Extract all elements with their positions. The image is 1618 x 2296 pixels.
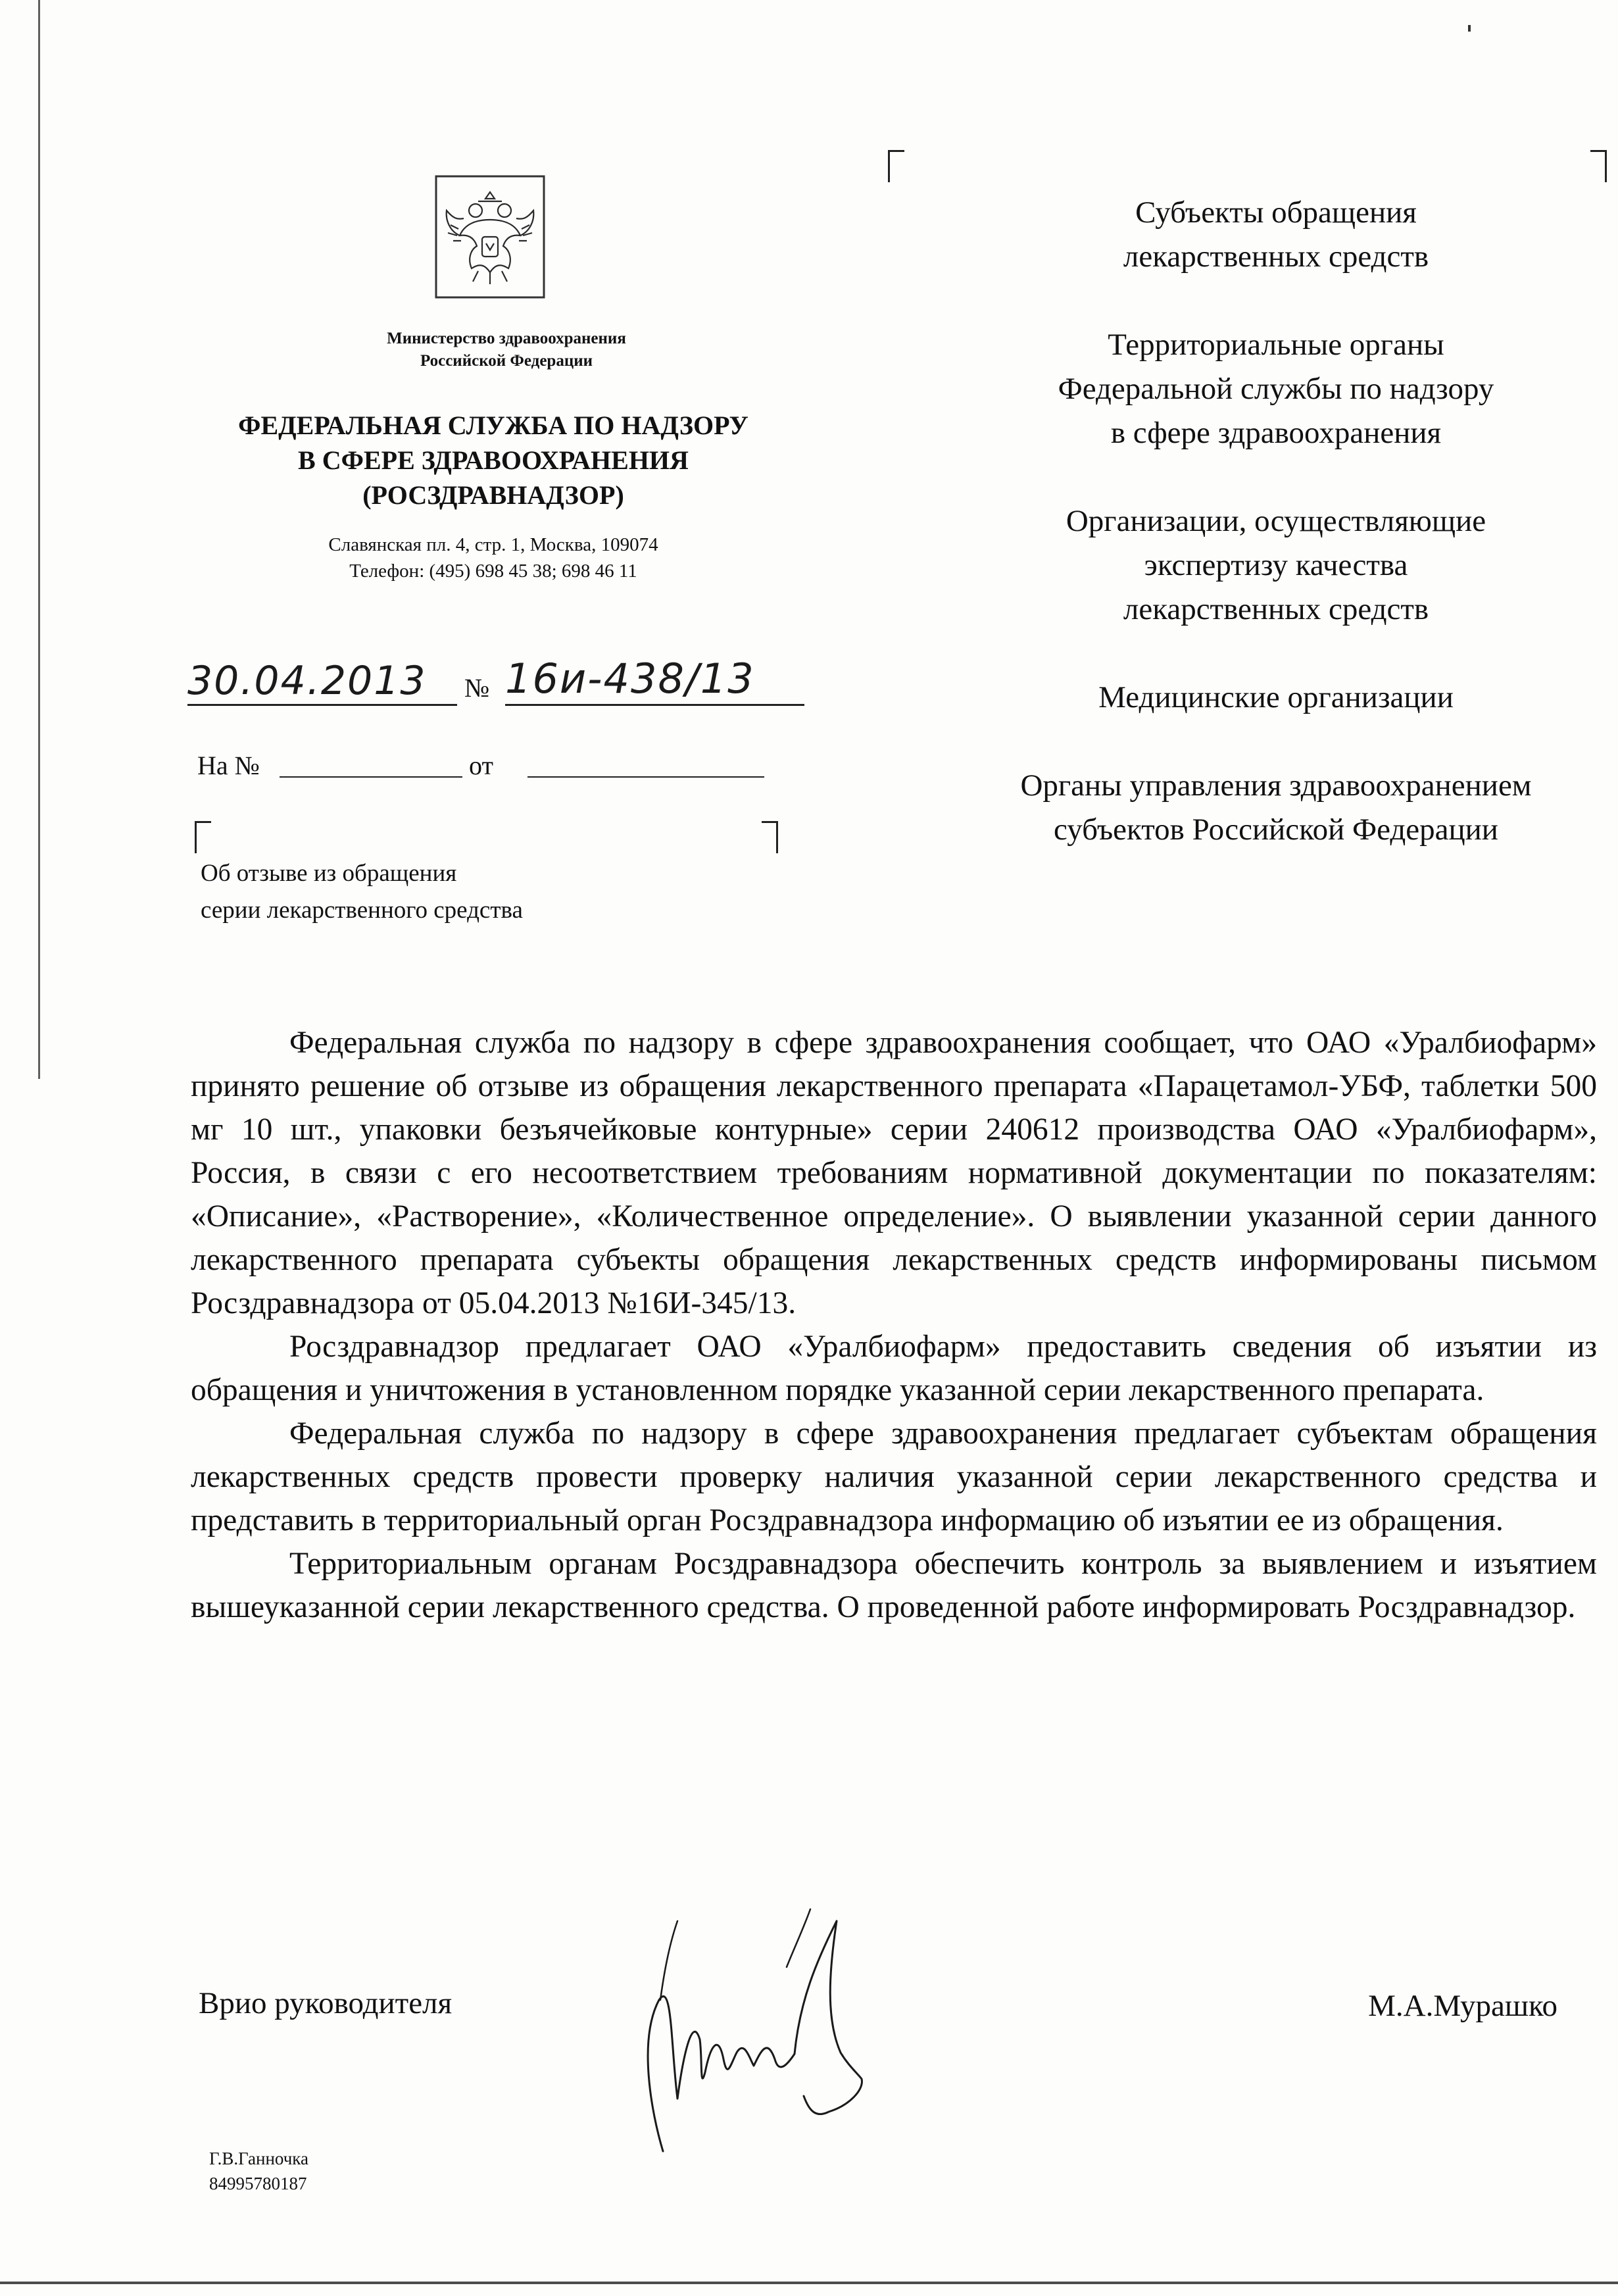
- subject-line: Об отзыве из обращения: [201, 860, 457, 887]
- scan-edge-bottom: [0, 2282, 1618, 2284]
- body-paragraph: Росздравнадзор предлагает ОАО «Уралбиофарм» предоставить сведения об изъятии из обращения и уничтожения в установленном порядке указанной серии лекарственного препарата.: [191, 1330, 1597, 1407]
- addressee: [927, 191, 1618, 279]
- address-line: Славянская пл. 4, стр. 1, Москва, 109074: [328, 534, 658, 555]
- outgoing-date: 30.04.2013: [187, 658, 427, 704]
- addressee-line: субъектов Российской Федерации: [1054, 812, 1498, 847]
- addressee: [927, 323, 1618, 455]
- letter-body: [191, 1021, 1597, 1629]
- outgoing-number-label: №: [464, 673, 490, 703]
- subject-line: серии лекарственного средства: [201, 897, 523, 924]
- addressee-line: Организации, осуществляющие: [1066, 504, 1486, 538]
- addressee-line: в сфере здравоохранения: [1110, 416, 1442, 450]
- outgoing-number-underline: [505, 704, 804, 706]
- phone-line: Телефон: (495) 698 45 38; 698 46 11: [349, 561, 637, 582]
- service-line: ФЕДЕРАЛЬНАЯ СЛУЖБА ПО НАДЗОРУ: [238, 411, 748, 440]
- body-paragraph: Территориальным органам Росздравнадзора обеспечить контроль за выявлением и изъятием вышеуказанной серии лекарственного средства. О проведенной работе информировать Росздравнадзор.: [191, 1547, 1597, 1624]
- executor-info: [209, 2146, 308, 2196]
- addressee: [927, 676, 1618, 720]
- addressee-line: Территориальные органы: [1108, 328, 1444, 362]
- signatory-title: Врио руководителя: [199, 1986, 453, 2020]
- addressee-line: Органы управления здравоохранением: [1020, 768, 1532, 803]
- addressee: [927, 499, 1618, 632]
- executor-name: Г.В.Ганночка: [209, 2149, 308, 2168]
- ministry-name: [257, 328, 756, 372]
- service-line: (РОСЗДРАВНАДЗОР): [362, 480, 624, 510]
- body-paragraph: Федеральная служба по надзору в сфере здравоохранения сообщает, что ОАО «Уралбиофарм» принято решение об отзыве из обращения лекарственного препарата «Парацетамол-УБФ, таблетки 500 мг 10 шт., упаковки безъячейковые контурные» серии 240612 производства ОАО «Уралбиофарм», Россия, в связи с его несоответствием требованиям нормативной документации по показателям: «Описание», «Растворение», «Количественное определение». О выявлении указанной серии данного лекарственного препарата субъекты обращения лекарственных средств информированы письмом Росздравнадзора от 05.04.2013 №16И-345/13.: [191, 1026, 1597, 1320]
- addressee-line: Федеральной службы по надзору: [1058, 372, 1494, 406]
- executor-phone: 84995780187: [209, 2174, 307, 2193]
- bracket-addressee-left: [888, 150, 904, 182]
- addressee-line: лекарственных средств: [1123, 239, 1429, 274]
- reference-date-label: от: [469, 751, 493, 780]
- reference-number-blank: [280, 776, 462, 778]
- signatory-name: М.А.Мурашко: [1368, 1989, 1557, 2023]
- bracket-top-left: [195, 821, 211, 853]
- service-address: [224, 532, 763, 584]
- reference-date-blank: [527, 776, 764, 778]
- coat-of-arms-icon: [431, 172, 549, 304]
- addressee: [927, 764, 1618, 852]
- addressee-list: [927, 191, 1618, 896]
- reference-number-label: На №: [197, 751, 260, 780]
- ministry-line: Министерство здравоохранения: [387, 330, 626, 347]
- bracket-top-right: [762, 821, 778, 853]
- letter-subject: [201, 855, 727, 929]
- ministry-line: Российской Федерации: [420, 352, 593, 370]
- addressee-line: Медицинские организации: [1098, 680, 1454, 714]
- addressee-line: лекарственных средств: [1123, 592, 1429, 626]
- service-line: В СФЕРЕ ЗДРАВООХРАНЕНИЯ: [298, 445, 689, 475]
- handwritten-signature-icon: [631, 1901, 927, 2178]
- scan-edge-left: [38, 0, 40, 1079]
- addressee-line: Субъекты обращения: [1135, 195, 1417, 230]
- outgoing-date-underline: [187, 704, 457, 706]
- body-paragraph: Федеральная служба по надзору в сфере здравоохранения предлагает субъектам обращения лекарственных средств провести проверку наличия указанной серии лекарственного средства и представить в территориальный орган Росздравнадзора информацию об изъятии ее из обращения.: [191, 1416, 1597, 1537]
- scan-speck: [1468, 25, 1471, 32]
- service-name: [158, 408, 829, 512]
- bracket-addressee-right: [1590, 150, 1607, 182]
- addressee-line: экспертизу качества: [1144, 548, 1408, 582]
- outgoing-number: 16и-438/13: [505, 655, 755, 703]
